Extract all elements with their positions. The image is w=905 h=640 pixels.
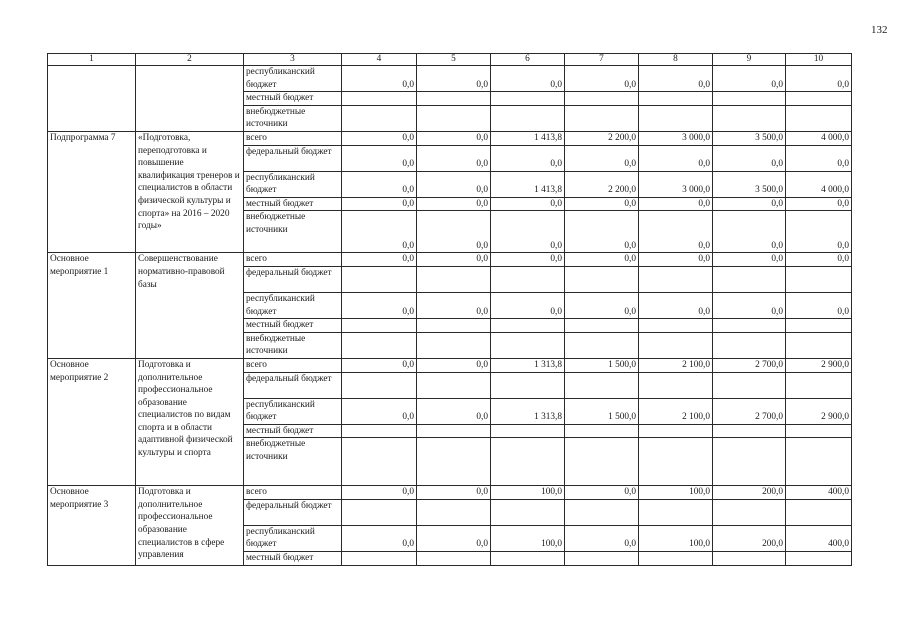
funding-source-cell: республиканский бюджет [244,525,342,551]
funding-source-cell: внебюджетные источники [244,332,342,358]
value-cell: 0,0 [342,292,417,318]
value-cell: 0,0 [491,211,565,253]
value-cell [491,372,565,398]
value-cell [491,552,565,566]
value-cell: 0,0 [786,211,852,253]
value-cell: 0,0 [342,145,417,171]
value-cell: 0,0 [417,171,491,197]
value-cell: 0,0 [342,398,417,424]
column-header: 7 [565,54,639,66]
funding-source-cell: местный бюджет [244,92,342,106]
value-cell [491,105,565,131]
value-cell: 0,0 [565,525,639,551]
value-cell: 0,0 [639,145,713,171]
value-cell [786,332,852,358]
value-cell [786,92,852,106]
value-cell: 0,0 [417,145,491,171]
program-cell [48,211,136,253]
funding-source-cell: республиканский бюджет [244,292,342,318]
table-row [48,332,852,358]
value-cell: 0,0 [565,66,639,92]
value-cell: 100,0 [491,486,565,500]
column-header: 3 [244,54,342,66]
value-cell: 0,0 [713,292,786,318]
value-cell: 0,0 [417,197,491,211]
funding-source-cell: всего [244,131,342,145]
title-cell: Подготовка и дополнительное профессиональное образование специалистов по видам спорта и в области адаптивной физической культуры и спорта [136,358,244,372]
value-cell [713,499,786,525]
value-cell: 200,0 [713,486,786,500]
page-number: 132 [871,24,888,36]
program-cell [48,552,136,566]
funding-source-cell: местный бюджет [244,552,342,566]
funding-source-cell: всего [244,358,342,372]
value-cell: 0,0 [342,66,417,92]
value-cell [342,105,417,131]
value-cell [491,92,565,106]
value-cell [342,499,417,525]
value-cell: 4 000,0 [786,171,852,197]
program-cell [48,332,136,358]
value-cell: 1 313,8 [491,358,565,372]
value-cell: 100,0 [491,525,565,551]
value-cell [639,552,713,566]
value-cell [342,372,417,398]
value-cell [713,372,786,398]
value-cell: 2 900,0 [786,398,852,424]
value-cell [342,332,417,358]
program-cell [48,171,136,197]
header-row [48,54,852,66]
column-header: 10 [786,54,852,66]
program-cell: Основное мероприятие 3 [48,486,136,500]
program-cell [48,319,136,333]
value-cell: 0,0 [417,66,491,92]
funding-source-cell: всего [244,486,342,500]
table-row [48,92,852,106]
value-cell [786,319,852,333]
funding-source-cell: федеральный бюджет [244,145,342,171]
program-cell: Основное мероприятие 2 [48,358,136,372]
value-cell: 0,0 [342,171,417,197]
value-cell [565,105,639,131]
program-cell [48,105,136,131]
title-cell [136,292,244,318]
value-cell [565,92,639,106]
value-cell: 0,0 [491,253,565,267]
value-cell [713,319,786,333]
value-cell [639,319,713,333]
title-cell [136,92,244,106]
funding-source-cell: федеральный бюджет [244,266,342,292]
value-cell: 0,0 [417,211,491,253]
value-cell [713,105,786,131]
value-cell: 0,0 [342,525,417,551]
value-cell: 2 100,0 [639,358,713,372]
funding-source-cell: внебюджетные источники [244,211,342,253]
value-cell: 2 100,0 [639,398,713,424]
value-cell: 1 500,0 [565,358,639,372]
table-row [48,486,852,500]
program-cell [48,292,136,318]
program-cell [48,424,136,438]
value-cell [491,499,565,525]
value-cell: 200,0 [713,525,786,551]
value-cell: 0,0 [417,398,491,424]
value-cell: 0,0 [639,197,713,211]
value-cell [342,319,417,333]
table-row [48,66,852,92]
value-cell: 1 313,8 [491,398,565,424]
value-cell: 0,0 [713,211,786,253]
table-row [48,358,852,372]
value-cell [639,372,713,398]
value-cell [713,266,786,292]
value-cell: 1 413,8 [491,131,565,145]
column-header: 5 [417,54,491,66]
value-cell: 0,0 [342,211,417,253]
value-cell [417,372,491,398]
funding-source-cell: федеральный бюджет [244,372,342,398]
value-cell: 100,0 [639,486,713,500]
value-cell [786,499,852,525]
value-cell [639,105,713,131]
value-cell [417,92,491,106]
value-cell [565,438,639,486]
value-cell: 0,0 [417,131,491,145]
value-cell [491,319,565,333]
value-cell: 0,0 [713,197,786,211]
funding-source-cell: республиканский бюджет [244,398,342,424]
title-cell [136,66,244,92]
value-cell: 0,0 [565,145,639,171]
value-cell [786,105,852,131]
value-cell [565,319,639,333]
value-cell [639,332,713,358]
value-cell [786,372,852,398]
value-cell: 2 200,0 [565,171,639,197]
value-cell: 0,0 [639,211,713,253]
value-cell: 0,0 [786,197,852,211]
value-cell: 0,0 [342,197,417,211]
value-cell [491,332,565,358]
funding-source-cell: федеральный бюджет [244,499,342,525]
funding-source-cell: местный бюджет [244,424,342,438]
value-cell [491,424,565,438]
value-cell [786,552,852,566]
value-cell [342,552,417,566]
program-cell [48,398,136,424]
value-cell [565,372,639,398]
value-cell: 0,0 [639,292,713,318]
value-cell: 0,0 [639,253,713,267]
value-cell [342,266,417,292]
value-cell: 0,0 [342,486,417,500]
program-cell: Основное мероприятие 1 [48,253,136,267]
funding-source-cell: внебюджетные источники [244,438,342,486]
value-cell [639,424,713,438]
value-cell [639,499,713,525]
value-cell [786,424,852,438]
value-cell: 0,0 [342,131,417,145]
value-cell: 3 500,0 [713,171,786,197]
value-cell [713,332,786,358]
value-cell [491,266,565,292]
value-cell: 0,0 [491,197,565,211]
value-cell [417,105,491,131]
value-cell: 0,0 [417,358,491,372]
value-cell: 0,0 [417,486,491,500]
funding-source-cell: местный бюджет [244,197,342,211]
program-cell [48,145,136,171]
value-cell [565,552,639,566]
program-cell [48,197,136,211]
value-cell [417,552,491,566]
value-cell: 0,0 [417,525,491,551]
value-cell: 1 500,0 [565,398,639,424]
value-cell [342,438,417,486]
value-cell: 0,0 [565,253,639,267]
value-cell: 3 000,0 [639,171,713,197]
value-cell [713,92,786,106]
value-cell: 400,0 [786,486,852,500]
value-cell [786,438,852,486]
program-cell [48,66,136,92]
value-cell: 2 900,0 [786,358,852,372]
value-cell [417,332,491,358]
table-body [48,54,852,566]
value-cell [639,438,713,486]
table-row [48,105,852,131]
value-cell [565,499,639,525]
funding-source-cell: республиканский бюджет [244,66,342,92]
funding-source-cell: внебюджетные источники [244,105,342,131]
value-cell: 0,0 [565,486,639,500]
column-header: 1 [48,54,136,66]
table-row [48,253,852,267]
value-cell: 0,0 [713,66,786,92]
program-cell: Подпрограмма 7 [48,131,136,145]
value-cell [713,438,786,486]
program-cell [48,438,136,486]
funding-source-cell: республиканский бюджет [244,171,342,197]
value-cell: 0,0 [565,292,639,318]
column-header: 8 [639,54,713,66]
value-cell: 0,0 [342,253,417,267]
value-cell [786,266,852,292]
title-cell: «Подготовка, переподготовка и повышение квалификация тренеров и специалистов в области физической культуры и спорта» на 2016 – 2020 годы» [136,131,244,145]
value-cell: 0,0 [342,358,417,372]
value-cell: 0,0 [565,197,639,211]
value-cell [565,266,639,292]
value-cell: 0,0 [786,145,852,171]
value-cell [417,319,491,333]
title-cell: Подготовка и дополнительное профессиональное образование специалистов в сфере управления [136,486,244,500]
value-cell: 0,0 [491,66,565,92]
value-cell [342,424,417,438]
value-cell: 1 413,8 [491,171,565,197]
value-cell [639,266,713,292]
value-cell: 2 700,0 [713,358,786,372]
value-cell [417,424,491,438]
value-cell: 0,0 [786,292,852,318]
value-cell: 2 700,0 [713,398,786,424]
value-cell: 3 500,0 [713,131,786,145]
value-cell: 0,0 [417,253,491,267]
value-cell [342,92,417,106]
value-cell [417,438,491,486]
value-cell: 0,0 [713,145,786,171]
funding-source-cell: всего [244,253,342,267]
value-cell: 0,0 [417,292,491,318]
value-cell [639,92,713,106]
title-cell [136,105,244,131]
title-cell [136,319,244,333]
value-cell: 0,0 [786,253,852,267]
column-header: 4 [342,54,417,66]
value-cell [565,332,639,358]
value-cell [417,499,491,525]
value-cell: 3 000,0 [639,131,713,145]
program-cell [48,92,136,106]
value-cell [713,424,786,438]
value-cell: 0,0 [491,145,565,171]
value-cell [565,424,639,438]
title-cell [136,332,244,358]
column-header: 9 [713,54,786,66]
value-cell: 0,0 [786,66,852,92]
table-row [48,131,852,145]
value-cell [491,438,565,486]
table-row [48,319,852,333]
column-header: 6 [491,54,565,66]
value-cell: 0,0 [639,66,713,92]
value-cell: 100,0 [639,525,713,551]
value-cell: 2 200,0 [565,131,639,145]
title-cell: Совершенствование нормативно-правовой базы [136,253,244,267]
budget-table [47,53,852,566]
value-cell: 0,0 [565,211,639,253]
value-cell: 0,0 [491,292,565,318]
value-cell [417,266,491,292]
table-row [48,292,852,318]
program-cell [48,525,136,551]
value-cell: 0,0 [713,253,786,267]
value-cell: 4 000,0 [786,131,852,145]
column-header: 2 [136,54,244,66]
value-cell: 400,0 [786,525,852,551]
value-cell [713,552,786,566]
funding-source-cell: местный бюджет [244,319,342,333]
